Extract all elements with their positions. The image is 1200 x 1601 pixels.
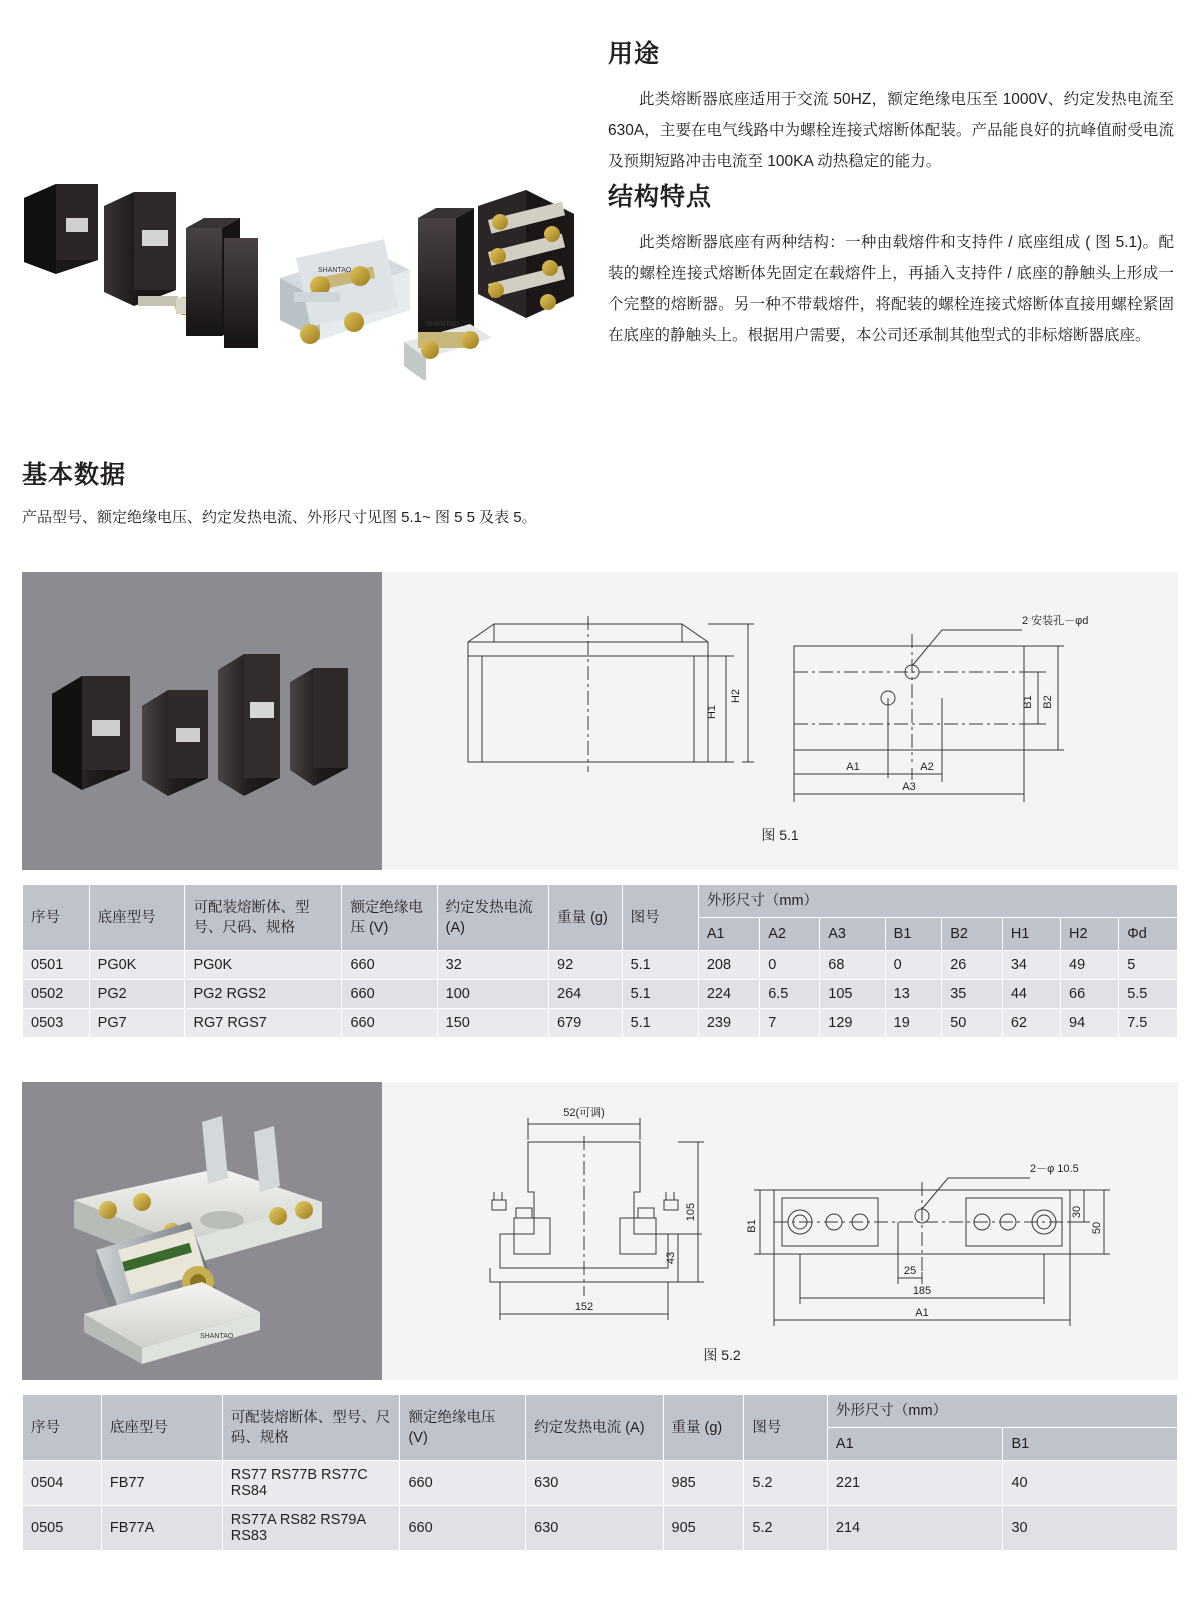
label-adjust: 52(可调) xyxy=(563,1107,605,1119)
section-body-basic: 产品型号、额定绝缘电压、约定发热电流、外形尺寸见图 5.1~ 图 5 5 及表 5。 xyxy=(22,509,537,526)
table-bases-1 xyxy=(22,884,1178,1038)
th-b2: B2 xyxy=(942,918,1003,951)
cell-h1: 44 xyxy=(1002,980,1060,1009)
cell-no: 0503 xyxy=(23,1009,90,1038)
figure2-photo xyxy=(22,1082,382,1380)
table-bases-2 xyxy=(22,1394,1178,1551)
cell-b2: 35 xyxy=(942,980,1003,1009)
th-fuse: 可配装熔断体、型号、尺码、规格 xyxy=(185,885,342,951)
label-h2: H2 xyxy=(730,688,742,704)
label-30: 30 xyxy=(1071,1205,1083,1219)
svg-text:SHANTAO: SHANTAO xyxy=(426,321,460,328)
cell-a1: 239 xyxy=(698,1009,759,1038)
cell-h2: 49 xyxy=(1061,951,1119,980)
cell-figno: 5.1 xyxy=(622,980,698,1009)
label-holes: 2－φ 10.5 xyxy=(1030,1163,1079,1175)
cell-weight: 92 xyxy=(549,951,623,980)
figure2-drawing-panel xyxy=(382,1082,1178,1380)
cell-figno: 5.2 xyxy=(744,1506,828,1551)
table2-body xyxy=(23,1461,1178,1551)
cell-a3: 105 xyxy=(820,980,885,1009)
cell-phid: 7.5 xyxy=(1119,1009,1178,1038)
cell-b1: 0 xyxy=(885,951,942,980)
cell-phid: 5 xyxy=(1119,951,1178,980)
figure1-caption: 图 5.1 xyxy=(761,827,799,843)
cell-figno: 5.1 xyxy=(622,951,698,980)
table1-head xyxy=(23,885,1178,951)
table1-body xyxy=(23,951,1178,1038)
cell-no: 0502 xyxy=(23,980,90,1009)
cell-fuse: RG7 RGS7 xyxy=(185,1009,342,1038)
cell-no: 0501 xyxy=(23,951,90,980)
cell-current: 32 xyxy=(437,951,548,980)
cell-figno: 5.2 xyxy=(744,1461,828,1506)
cell-fuse: PG0K xyxy=(185,951,342,980)
table2-header-row1 xyxy=(23,1395,1178,1428)
table2-head xyxy=(23,1395,1178,1461)
cell-model: FB77 xyxy=(101,1461,222,1506)
label-h1: H1 xyxy=(706,704,718,720)
th-no: 序号 xyxy=(23,885,90,951)
th-a1: A1 xyxy=(827,1428,1003,1461)
figure1-drawing xyxy=(382,572,1178,870)
th-weight: 重量 (g) xyxy=(663,1395,744,1461)
label-b1: B1 xyxy=(1022,695,1034,709)
label-mount-holes: 2 安装孔－φd xyxy=(1022,615,1089,627)
cell-b1: 30 xyxy=(1003,1506,1178,1551)
cell-b1: 13 xyxy=(885,980,942,1009)
cell-model: PG0K xyxy=(89,951,185,980)
cell-h2: 94 xyxy=(1061,1009,1119,1038)
cell-b2: 50 xyxy=(942,1009,1003,1038)
table-row xyxy=(23,1009,1178,1038)
th-model: 底座型号 xyxy=(89,885,185,951)
cell-a2: 6.5 xyxy=(760,980,820,1009)
label-43: 43 xyxy=(665,1251,677,1265)
table-row xyxy=(23,1461,1178,1506)
cell-no: 0505 xyxy=(23,1506,102,1551)
svg-text:SHANTAO: SHANTAO xyxy=(318,267,352,274)
cell-current: 630 xyxy=(526,1461,663,1506)
th-h2: H2 xyxy=(1061,918,1119,951)
section-title-use: 用途 xyxy=(608,40,661,68)
cell-b1: 19 xyxy=(885,1009,942,1038)
th-figno: 图号 xyxy=(622,885,698,951)
cell-current: 100 xyxy=(437,980,548,1009)
cell-h1: 34 xyxy=(1002,951,1060,980)
cell-weight: 264 xyxy=(549,980,623,1009)
label-b1: B1 xyxy=(746,1219,758,1233)
cell-weight: 905 xyxy=(663,1506,744,1551)
cell-no: 0504 xyxy=(23,1461,102,1506)
label-a3: A3 xyxy=(902,781,916,793)
label-50: 50 xyxy=(1091,1221,1103,1235)
cell-voltage: 660 xyxy=(400,1461,526,1506)
text-column xyxy=(608,34,1174,351)
th-h1: H1 xyxy=(1002,918,1060,951)
th-a1: A1 xyxy=(698,918,759,951)
cell-current: 630 xyxy=(526,1506,663,1551)
figure2-photo-panel xyxy=(22,1082,382,1380)
th-no: 序号 xyxy=(23,1395,102,1461)
th-current: 约定发热电流 (A) xyxy=(437,885,548,951)
label-185: 185 xyxy=(912,1285,932,1297)
cell-model: PG2 xyxy=(89,980,185,1009)
product-photo-top-svg xyxy=(18,110,578,380)
cell-a1: 224 xyxy=(698,980,759,1009)
table1-header-row1 xyxy=(23,885,1178,918)
cell-figno: 5.1 xyxy=(622,1009,698,1038)
th-phid: Φd xyxy=(1119,918,1178,951)
label-b2: B2 xyxy=(1042,695,1054,709)
cell-fuse: PG2 RGS2 xyxy=(185,980,342,1009)
figure1-drawing-panel xyxy=(382,572,1178,870)
section-title-basic: 基本数据 xyxy=(22,461,127,489)
th-voltage: 额定绝缘电压 (V) xyxy=(400,1395,526,1461)
th-a3: A3 xyxy=(820,918,885,951)
cell-voltage: 660 xyxy=(342,951,437,980)
cell-b1: 40 xyxy=(1003,1461,1178,1506)
cell-a3: 129 xyxy=(820,1009,885,1038)
th-a2: A2 xyxy=(760,918,820,951)
th-dims: 外形尺寸（mm） xyxy=(827,1395,1177,1428)
label-25: 25 xyxy=(903,1265,917,1277)
cell-fuse: RS77A RS82 RS79A RS83 xyxy=(222,1506,400,1551)
cell-h2: 66 xyxy=(1061,980,1119,1009)
cell-a1: 208 xyxy=(698,951,759,980)
figure1-photo-panel xyxy=(22,572,382,870)
cell-b2: 26 xyxy=(942,951,1003,980)
th-current: 约定发热电流 (A) xyxy=(526,1395,663,1461)
cell-h1: 62 xyxy=(1002,1009,1060,1038)
th-fuse: 可配装熔断体、型号、尺码、规格 xyxy=(222,1395,400,1461)
figure2-drawing xyxy=(382,1082,1178,1380)
figure1-photo xyxy=(22,572,382,870)
table-row xyxy=(23,980,1178,1009)
label-105: 105 xyxy=(685,1202,697,1222)
cell-weight: 985 xyxy=(663,1461,744,1506)
cell-a1: 221 xyxy=(827,1461,1003,1506)
cell-voltage: 660 xyxy=(400,1506,526,1551)
svg-text:SHANTAO: SHANTAO xyxy=(200,1333,234,1340)
cell-a3: 68 xyxy=(820,951,885,980)
th-weight: 重量 (g) xyxy=(549,885,623,951)
label-a1: A1 xyxy=(846,761,860,773)
cell-voltage: 660 xyxy=(342,1009,437,1038)
table-row xyxy=(23,951,1178,980)
th-dims: 外形尺寸（mm） xyxy=(698,885,1177,918)
th-voltage: 额定绝缘电压 (V) xyxy=(342,885,437,951)
cell-voltage: 660 xyxy=(342,980,437,1009)
product-photo-top xyxy=(18,110,578,380)
cell-fuse: RS77 RS77B RS77C RS84 xyxy=(222,1461,400,1506)
label-a2: A2 xyxy=(920,761,934,773)
th-figno: 图号 xyxy=(744,1395,828,1461)
section-body-use: 此类熔断器底座适用于交流 50HZ，额定绝缘电压至 1000V、约定发热电流至 630A，主要在电气线路中为螺栓连接式熔断体配装。产品能良好的抗峰值耐受电流及预期短路冲击电流至 100KA 动热稳定的能力。 xyxy=(608,91,1174,170)
section-title-structure: 结构特点 xyxy=(608,183,713,211)
cell-weight: 679 xyxy=(549,1009,623,1038)
th-model: 底座型号 xyxy=(101,1395,222,1461)
figure2-caption: 图 5.2 xyxy=(703,1347,741,1363)
cell-model: FB77A xyxy=(101,1506,222,1551)
th-b1: B1 xyxy=(885,918,942,951)
cell-model: PG7 xyxy=(89,1009,185,1038)
cell-a1: 214 xyxy=(827,1506,1003,1551)
th-b1: B1 xyxy=(1003,1428,1178,1461)
cell-a2: 0 xyxy=(760,951,820,980)
cell-a2: 7 xyxy=(760,1009,820,1038)
label-152: 152 xyxy=(574,1301,594,1313)
label-a1: A1 xyxy=(915,1307,929,1319)
cell-phid: 5.5 xyxy=(1119,980,1178,1009)
section-body-structure: 此类熔断器底座有两种结构：一种由载熔件和支持件 / 底座组成 ( 图 5.1)。配装的螺栓连接式熔断体先固定在载熔件上，再插入支持件 / 底座的静触头上形成一个完整的熔断器。另一种不带载熔件，将配装的螺栓连接式熔断体直接用螺栓紧固在底座的静触头上。根据用户需要，本公司还承制其他型式的非标熔断器底座。 xyxy=(608,234,1174,344)
cell-current: 150 xyxy=(437,1009,548,1038)
table-row xyxy=(23,1506,1178,1551)
